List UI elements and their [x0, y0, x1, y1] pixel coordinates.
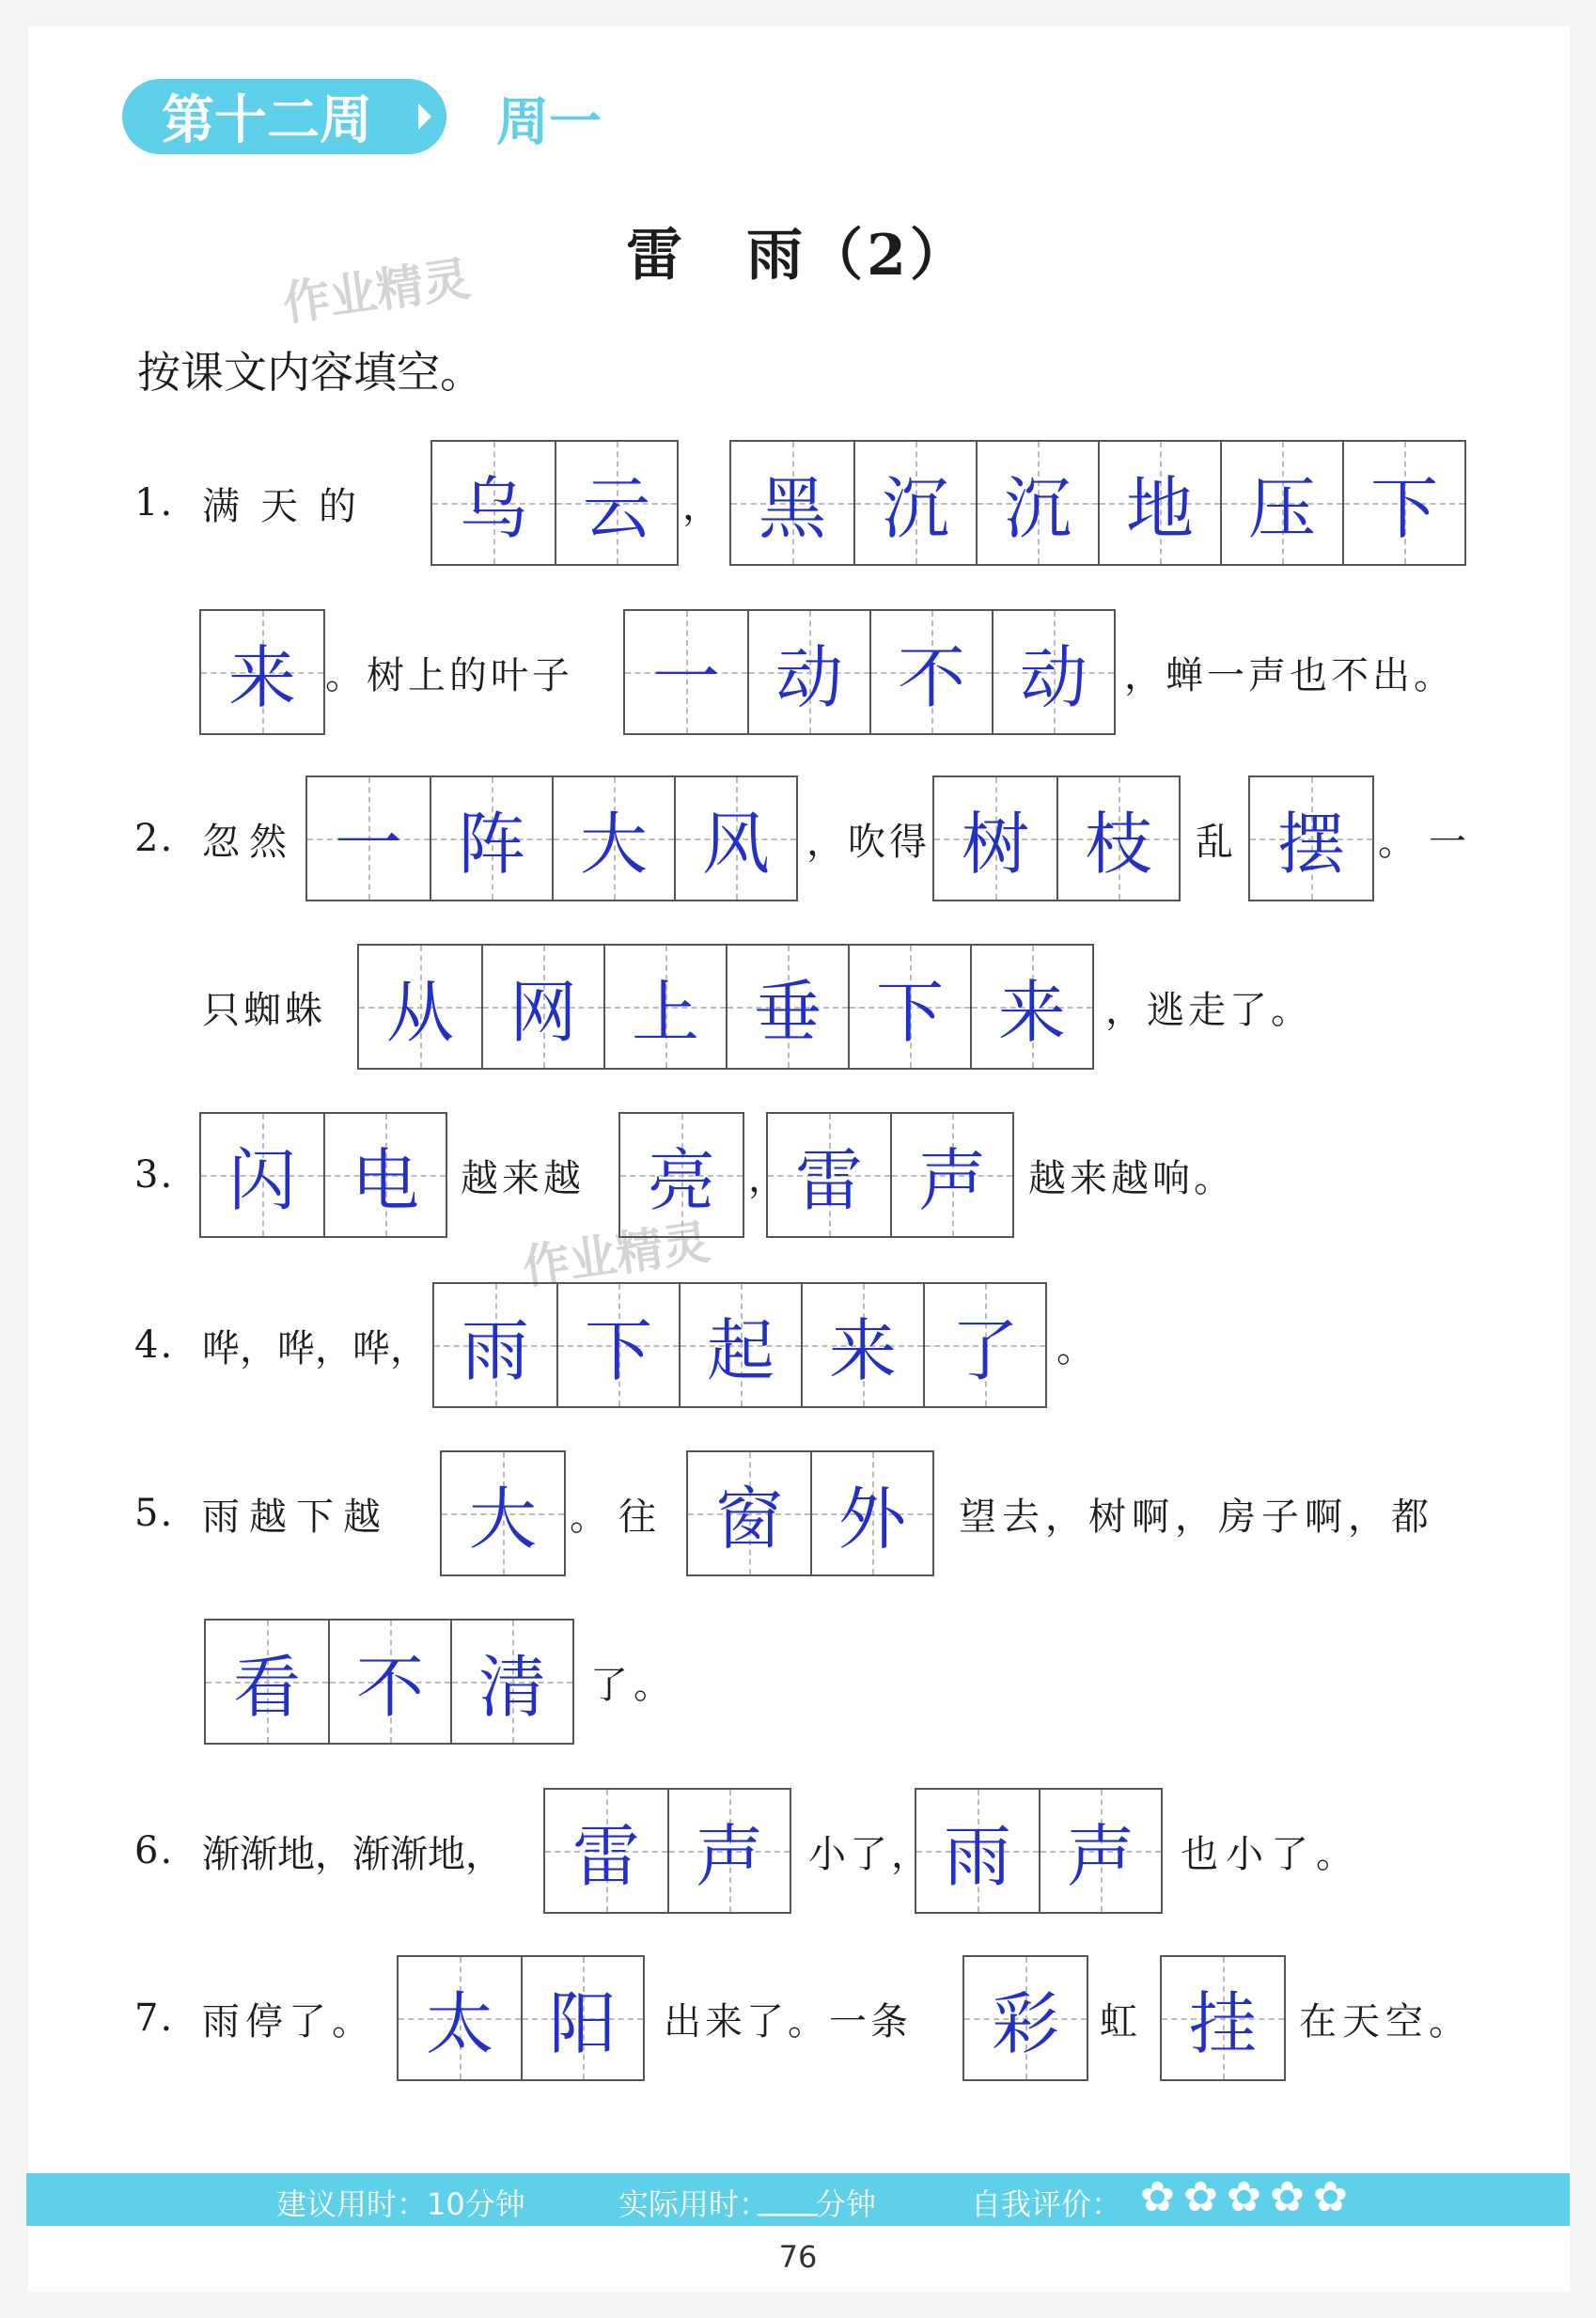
answer-cell: 闪 [201, 1114, 323, 1236]
question-5-line-1 [0, 1450, 1596, 1576]
answer-cell: 下 [1342, 442, 1464, 564]
answer-cell: 起 [679, 1284, 801, 1406]
answer-boxes [962, 1955, 1088, 2081]
prompt-text: 了。 [590, 1663, 677, 1707]
prompt-text: 只蜘蛛 [202, 988, 326, 1032]
answer-cell: 云 [555, 442, 677, 564]
answer-boxes [199, 1112, 447, 1238]
prompt-text: 也小了。 [1181, 1832, 1361, 1876]
question-number: 7. [134, 1997, 175, 2040]
answer-cell: 乌 [432, 442, 555, 564]
question-4 [0, 1282, 1596, 1408]
day-label: 周一 [496, 92, 602, 153]
question-2-line-1 [0, 775, 1596, 901]
prompt-text: 乱 [1196, 820, 1241, 864]
suggested-time: 建议用时：10分钟 [276, 2186, 525, 2222]
prompt-text: 满天的 [202, 484, 377, 528]
prompt-text: 。往 [570, 1495, 667, 1539]
answer-boxes [618, 1112, 744, 1238]
page-number: 76 [778, 2239, 818, 2275]
answer-cell: 雨 [916, 1790, 1039, 1912]
answer-cell: 彩 [964, 1957, 1087, 2079]
answer-cell: 了 [923, 1284, 1045, 1406]
prompt-text: 望去，树啊，房子啊，都 [959, 1495, 1434, 1539]
prompt-text: 雨停了。 [202, 1999, 375, 2044]
answer-cell: 大 [442, 1452, 564, 1574]
prompt-text: 。 [1056, 1326, 1102, 1370]
question-number: 2. [134, 817, 175, 860]
week-label: 第十二周 [162, 90, 372, 151]
answer-cell: 阳 [521, 1957, 643, 2079]
answer-cell: 枝 [1056, 777, 1179, 900]
actual-time-label: 实际用时： [618, 2186, 770, 2222]
answer-boxes [305, 775, 798, 901]
answer-boxes [199, 609, 325, 735]
answer-cell: 窗 [688, 1452, 810, 1574]
question-7 [0, 1955, 1596, 2081]
question-number: 4. [134, 1323, 175, 1367]
question-6 [0, 1788, 1596, 1914]
answer-cell: 地 [1098, 442, 1220, 564]
question-3 [0, 1112, 1596, 1238]
answer-boxes [357, 944, 1094, 1070]
answer-cell: 来 [801, 1284, 923, 1406]
prompt-text: ， [682, 484, 728, 528]
answer-cell: 下 [556, 1284, 679, 1406]
answer-cell: 亮 [620, 1114, 743, 1236]
answer-cell: 树 [934, 777, 1056, 900]
prompt-text: 渐渐地，渐渐地， [202, 1832, 503, 1876]
answer-boxes [623, 609, 1116, 735]
flower-icon[interactable] [1183, 2179, 1223, 2218]
actual-time-unit: 分钟 [816, 2186, 877, 2222]
answer-boxes [543, 1788, 791, 1914]
answer-cell: 来 [970, 946, 1092, 1068]
answer-cell: 太 [399, 1957, 521, 2079]
page-title: 雷 雨（2） [626, 223, 970, 289]
answer-cell: 动 [747, 611, 869, 733]
prompt-text: 越来越响。 [1028, 1156, 1235, 1200]
prompt-text: ，逃走了。 [1105, 988, 1312, 1032]
actual-time-blank: ____ [758, 2181, 818, 2216]
watermark: 作业精灵 [279, 251, 474, 332]
answer-cell: 一 [625, 611, 747, 733]
prompt-text: ，蝉一声也不出。 [1124, 653, 1455, 697]
question-2-line-2 [0, 944, 1596, 1070]
prompt-text: 。树上的叶子 [325, 653, 573, 697]
answer-cell: 沉 [976, 442, 1098, 564]
answer-boxes [932, 775, 1181, 901]
prompt-text: 小了， [808, 1832, 932, 1876]
answer-boxes [204, 1619, 574, 1745]
answer-cell: 黑 [731, 442, 853, 564]
question-5-line-2 [0, 1619, 1596, 1745]
answer-cell: 不 [869, 611, 992, 733]
flower-icon[interactable] [1227, 2179, 1266, 2218]
answer-cell: 外 [810, 1452, 932, 1574]
answer-cell: 下 [848, 946, 970, 1068]
answer-cell: 来 [201, 611, 323, 733]
prompt-text: 在天空。 [1299, 1999, 1472, 2044]
answer-cell: 声 [1039, 1790, 1161, 1912]
answer-boxes [766, 1112, 1014, 1238]
self-eval-label: 自我评价： [971, 2186, 1122, 2222]
answer-cell: 雷 [768, 1114, 890, 1236]
answer-cell: 阵 [430, 777, 552, 900]
flower-icon[interactable] [1313, 2179, 1353, 2218]
answer-cell: 压 [1220, 442, 1342, 564]
question-number: 1. [134, 481, 175, 525]
answer-cell: 清 [450, 1621, 572, 1743]
answer-boxes [440, 1450, 566, 1576]
answer-boxes [1160, 1955, 1286, 2081]
prompt-text: 雨越下越 [202, 1495, 390, 1539]
answer-cell: 大 [552, 777, 674, 900]
answer-boxes [686, 1450, 934, 1576]
answer-boxes [915, 1788, 1163, 1914]
answer-cell: 不 [328, 1621, 450, 1743]
flower-icon[interactable] [1270, 2179, 1309, 2218]
answer-cell: 看 [206, 1621, 328, 1743]
rating-flowers [1140, 2179, 1353, 2218]
question-number: 3. [134, 1153, 175, 1197]
flower-icon[interactable] [1140, 2179, 1180, 2218]
answer-boxes [430, 440, 679, 566]
prompt-text: ， [748, 1156, 793, 1200]
answer-cell: 从 [359, 946, 481, 1068]
prompt-text: ，吹得 [806, 820, 931, 864]
answer-cell: 动 [992, 611, 1114, 733]
answer-cell: 挂 [1162, 1957, 1284, 2079]
answer-cell: 一 [307, 777, 430, 900]
answer-cell: 雨 [434, 1284, 556, 1406]
answer-cell: 网 [481, 946, 603, 1068]
answer-cell: 电 [323, 1114, 446, 1236]
answer-boxes [1248, 775, 1374, 901]
answer-cell: 风 [674, 777, 796, 900]
answer-cell: 声 [890, 1114, 1012, 1236]
answer-cell: 上 [603, 946, 726, 1068]
prompt-text: 忽然 [202, 820, 296, 864]
instruction-text: 按课文内容填空。 [137, 347, 483, 398]
question-1-line-2 [0, 609, 1596, 735]
week-badge [122, 79, 446, 154]
footer-bar [26, 2173, 1570, 2226]
prompt-text: 哗，哗，哗， [202, 1326, 428, 1370]
answer-cell: 雷 [545, 1790, 667, 1912]
question-1-line-1 [0, 440, 1596, 566]
answer-cell: 沉 [853, 442, 976, 564]
answer-cell: 摆 [1250, 777, 1372, 900]
prompt-text: 虹 [1100, 1999, 1145, 2044]
prompt-text: 。一 [1378, 820, 1479, 864]
question-number: 5. [134, 1492, 175, 1535]
answer-boxes [432, 1282, 1047, 1408]
prompt-text: 出来了。一条 [664, 1999, 912, 2044]
prompt-text: 越来越 [461, 1156, 585, 1200]
answer-boxes [729, 440, 1466, 566]
watermark: 作业精灵 [519, 1214, 713, 1295]
question-number: 6. [134, 1829, 175, 1872]
answer-boxes [397, 1955, 645, 2081]
arrow-icon [418, 103, 431, 130]
answer-cell: 声 [667, 1790, 790, 1912]
answer-cell: 垂 [726, 946, 848, 1068]
